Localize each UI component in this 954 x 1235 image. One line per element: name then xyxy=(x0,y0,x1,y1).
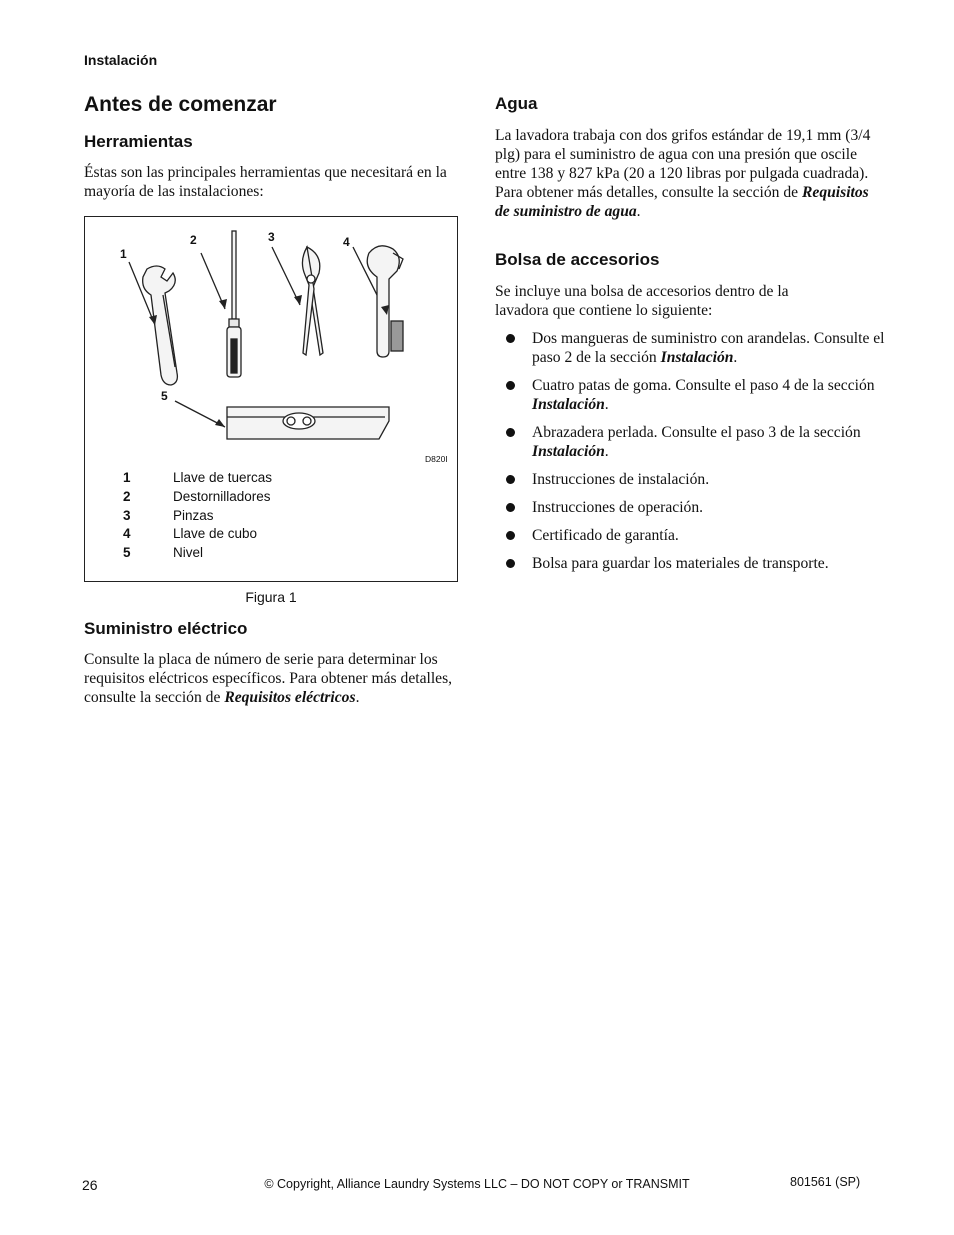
list-item: Instrucciones de operación. xyxy=(506,498,886,517)
legend-row: 2 Destornilladores xyxy=(123,489,271,504)
copyright-notice: © Copyright, Alliance Laundry Systems LLC – DO NOT COPY or TRANSMIT xyxy=(264,1177,690,1191)
list-item: Certificado de garantía. xyxy=(506,526,886,545)
water-text: La lavadora trabaja con dos grifos estándar de 19,1 mm (3/4 plg) para el suministro de agua con una presión que oscile entre 138 y 827 kPa (20 a 120 libras por pulgada cuadrada). Para obtener más detalles, consulte la sección de Requisitos de suministro de agua. xyxy=(495,127,871,220)
document-number: 801561 (SP) xyxy=(790,1175,861,1189)
electric-text: Consulte la placa de número de serie para determinar los requisitos eléctricos específicos. Para obtener más detalles, consulte la sección de Requisitos eléctricos. xyxy=(84,651,453,706)
list-item: Cuatro patas de goma. Consulte el paso 4 de la sección Instalación. xyxy=(506,376,886,414)
list-item: Abrazadera perlada. Consulte el paso 3 de la sección Instalación. xyxy=(506,423,886,461)
callout-1: 1 xyxy=(120,247,127,261)
list-item: Bolsa para guardar los materiales de transporte. xyxy=(506,554,886,573)
list-item: Dos mangueras de suministro con arandelas. Consulte el paso 2 de la sección Instalación. xyxy=(506,329,886,367)
legend-row: 3 Pinzas xyxy=(123,508,214,523)
tools-figure xyxy=(84,216,458,582)
legend-row: 1 Llave de tuercas xyxy=(123,470,273,485)
bag-heading: Bolsa de accesorios xyxy=(495,250,660,269)
callout-2: 2 xyxy=(190,233,197,247)
accessories-list xyxy=(506,329,886,582)
callout-4: 4 xyxy=(343,235,350,249)
electric-heading: Suministro eléctrico xyxy=(84,619,248,638)
water-ref: Requisitos de suministro de agua xyxy=(495,184,869,220)
water-heading: Agua xyxy=(495,94,538,113)
tools-heading: Herramientas xyxy=(84,132,193,151)
callout-5: 5 xyxy=(161,389,168,403)
list-item: Instrucciones de instalación. xyxy=(506,470,886,489)
tools-illustration xyxy=(85,217,457,467)
bag-intro: Se incluye una bolsa de accesorios dentro de la lavadora que contiene lo siguiente: xyxy=(495,283,789,319)
page-title: Antes de comenzar xyxy=(84,93,277,116)
page-number: 26 xyxy=(82,1177,98,1193)
figure-caption: Figura 1 xyxy=(245,589,297,605)
callout-3: 3 xyxy=(268,230,275,244)
section-header: Instalación xyxy=(84,52,158,68)
tools-intro: Éstas son las principales herramientas que necesitará en la mayoría de las instalaciones: xyxy=(84,164,447,200)
figure-code: D820I xyxy=(425,454,448,464)
electric-ref: Requisitos eléctricos xyxy=(224,689,356,706)
legend-row: 5 Nivel xyxy=(123,545,204,560)
legend-row: 4 Llave de cubo xyxy=(123,526,258,541)
